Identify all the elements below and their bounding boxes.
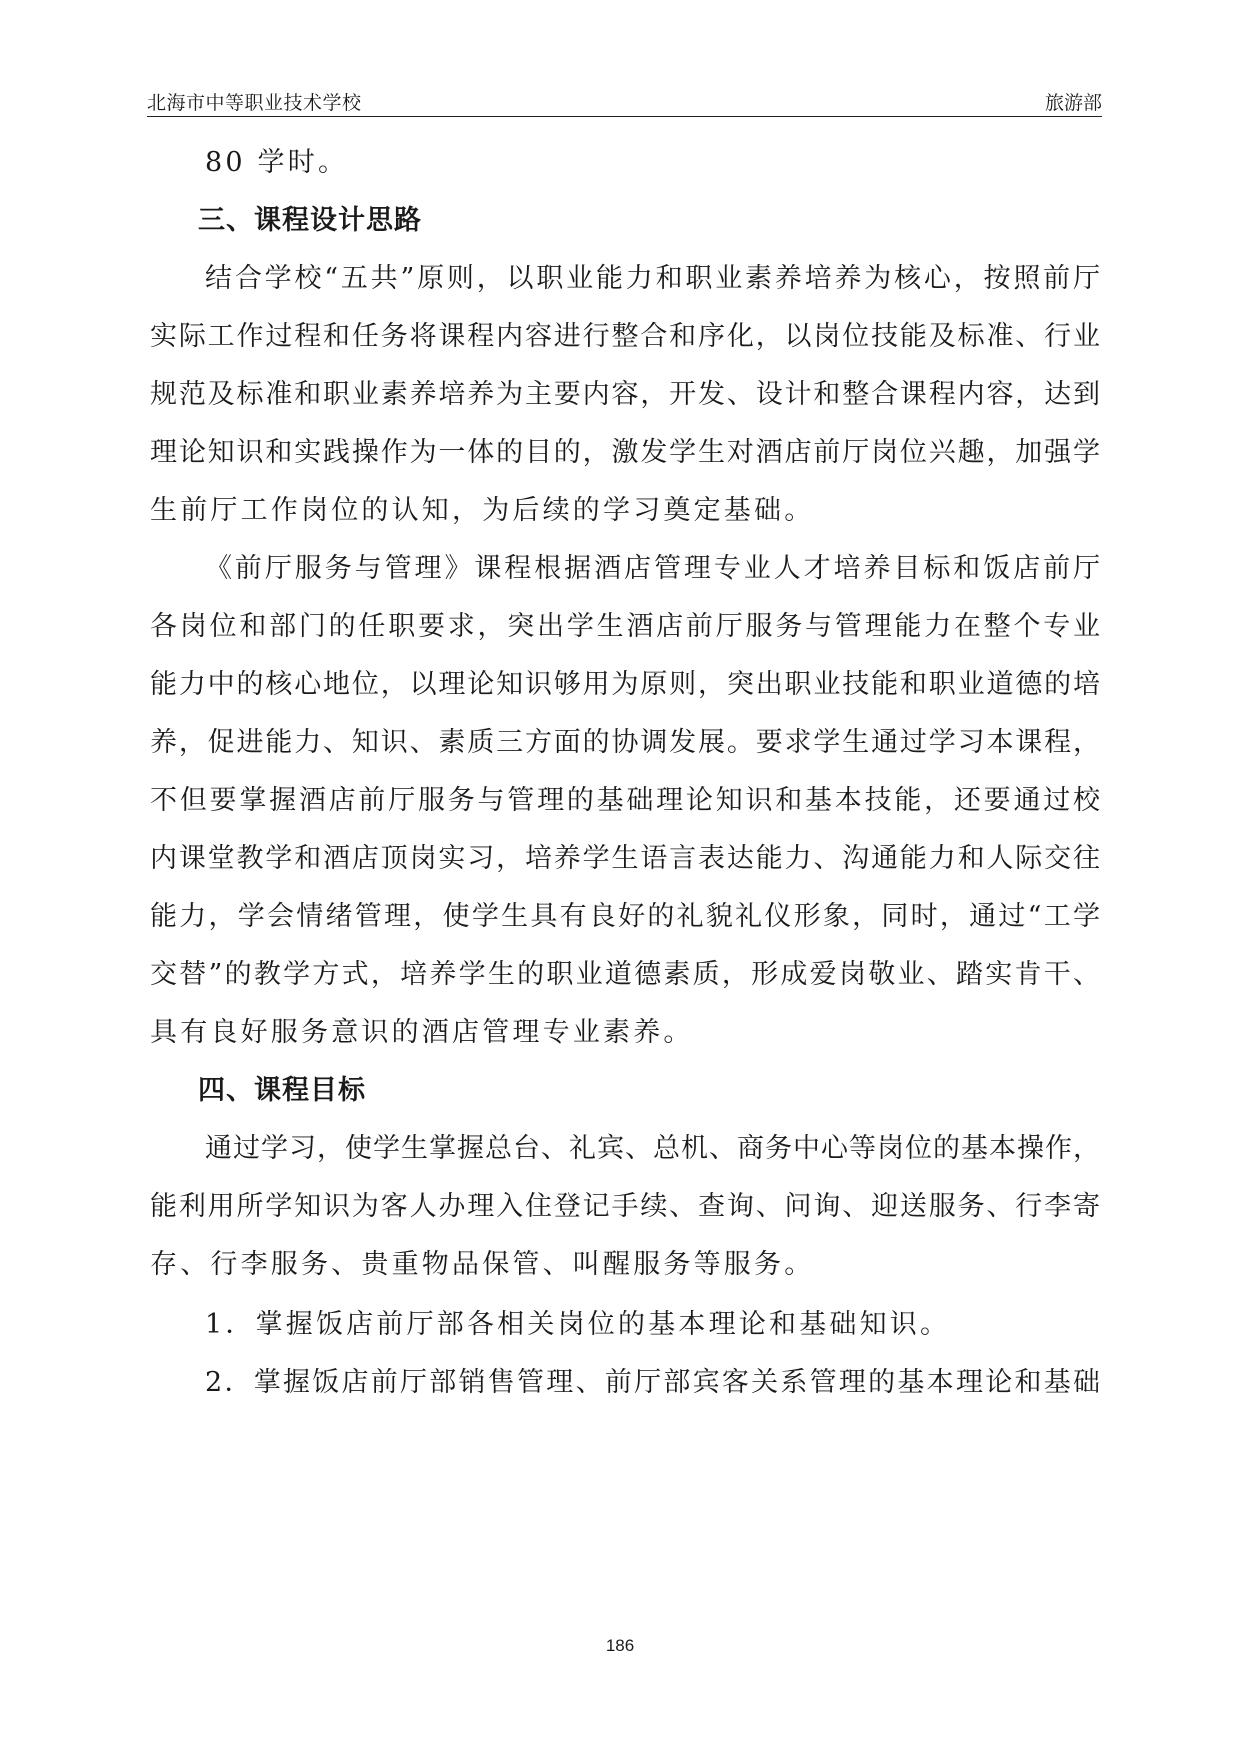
text-line: 实际工作过程和任务将课程内容进行整合和序化，以岗位技能及标准、行业 (150, 321, 1100, 352)
text-line: 生前厅工作岗位的认知，为后续的学习奠定基础。 (150, 495, 815, 526)
text-line: 养，促进能力、知识、素质三方面的协调发展。要求学生通过学习本课程， (150, 727, 1100, 758)
text-line: 规范及标准和职业素养培养为主要内容，开发、设计和整合课程内容，达到 (150, 379, 1100, 410)
section-heading-3: 三、课程设计思路 (198, 205, 422, 236)
text-line: 80 学时。 (205, 147, 349, 178)
list-item: 2．掌握饭店前厅部销售管理、前厅部宾客关系管理的基本理论和基础 (205, 1367, 1100, 1398)
text-line: 交替”的教学方式，培养学生的职业道德素质，形成爱岗敬业、踏实肯干、 (150, 959, 1100, 990)
text-line: 能利用所学知识为客人办理入住登记手续、查询、问询、迎送服务、行李寄 (150, 1191, 1100, 1222)
text-line: 结合学校“五共”原则，以职业能力和职业素养培养为核心，按照前厅 (205, 263, 1100, 294)
text-line: 《前厅服务与管理》课程根据酒店管理专业人才培养目标和饭店前厅 (205, 553, 1100, 584)
text-line: 存、行李服务、贵重物品保管、叫醒服务等服务。 (150, 1249, 815, 1280)
text-line: 通过学习，使学生掌握总台、礼宾、总机、商务中心等岗位的基本操作， (205, 1133, 1100, 1164)
list-item: 1．掌握饭店前厅部各相关岗位的基本理论和基础知识。 (205, 1309, 951, 1340)
text-line: 理论知识和实践操作为一体的目的，激发学生对酒店前厅岗位兴趣，加强学 (150, 437, 1100, 468)
section-heading-4: 四、课程目标 (198, 1075, 366, 1106)
text-line: 各岗位和部门的任职要求，突出学生酒店前厅服务与管理能力在整个专业 (150, 611, 1100, 642)
text-line: 内课堂教学和酒店顶岗实习，培养学生语言表达能力、沟通能力和人际交往 (150, 843, 1100, 874)
text-line: 能力中的核心地位，以理论知识够用为原则，突出职业技能和职业道德的培 (150, 669, 1100, 700)
header-department: 旅游部 (1044, 92, 1102, 114)
page-number: 186 (605, 1636, 635, 1655)
text-line: 不但要掌握酒店前厅服务与管理的基础理论知识和基本技能，还要通过校 (150, 785, 1100, 816)
header-school-name: 北海市中等职业技术学校 (147, 92, 362, 114)
text-line: 能力，学会情绪管理，使学生具有良好的礼貌礼仪形象，同时，通过“工学 (150, 901, 1100, 932)
page-header (147, 86, 1102, 117)
text-line: 具有良好服务意识的酒店管理专业素养。 (150, 1017, 694, 1048)
